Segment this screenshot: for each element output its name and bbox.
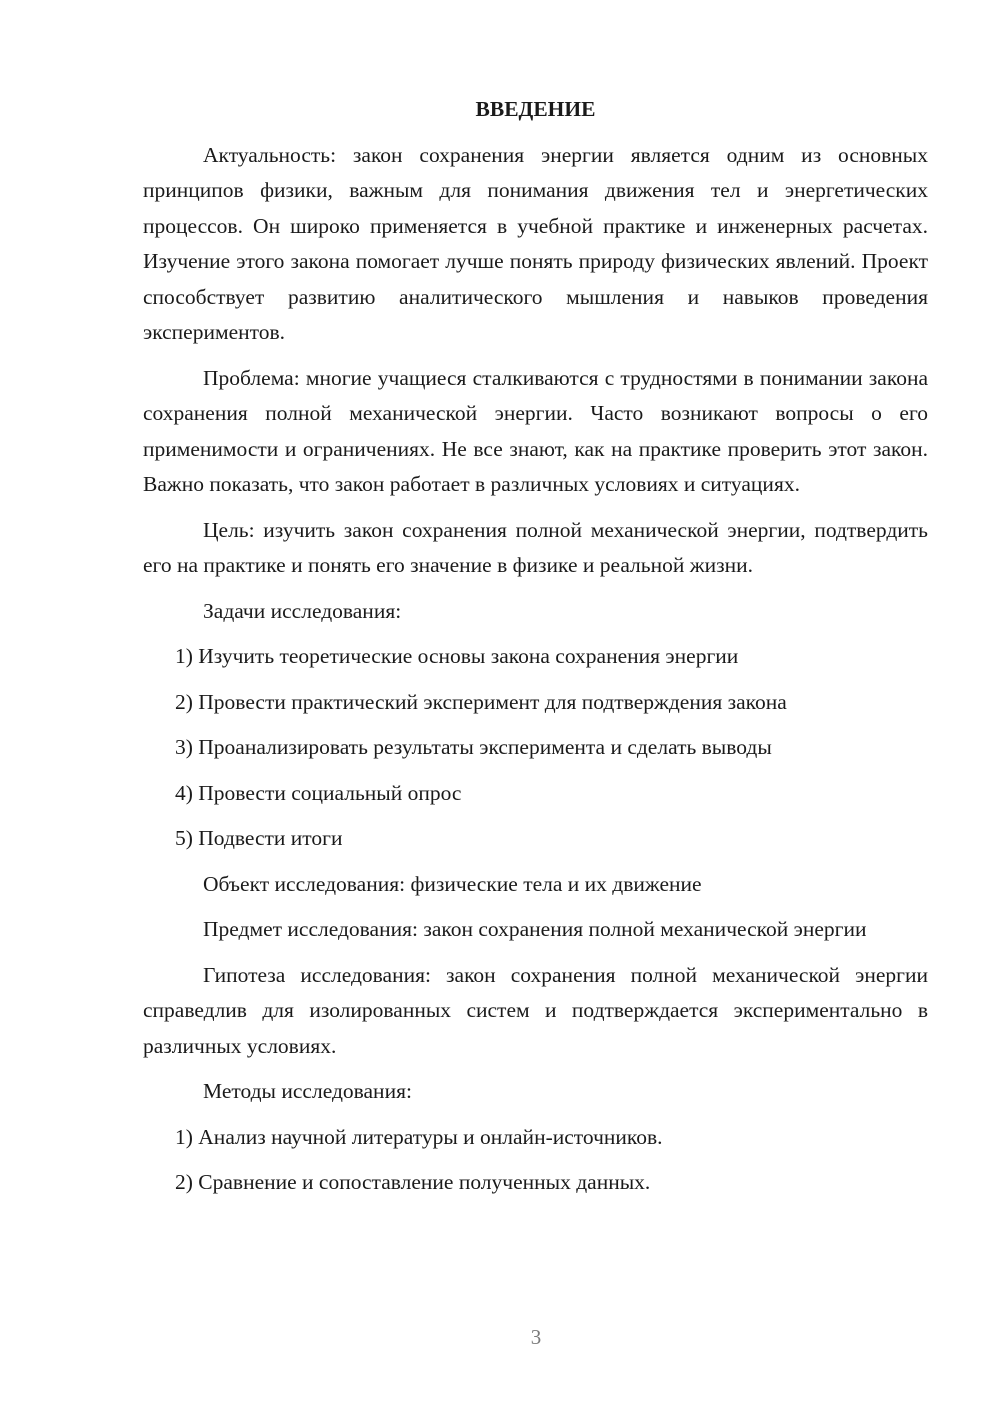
method-item: 2) Сравнение и сопоставление полученных данных.	[175, 1170, 651, 1194]
method-item: 1) Анализ научной литературы и онлайн-источников.	[175, 1124, 663, 1149]
methods-heading: Методы исследования:	[203, 1079, 412, 1103]
page-title: ВВЕДЕНИЕ	[475, 97, 596, 121]
methods-list	[143, 1120, 928, 1201]
problem-paragraph: Проблема: многие учащиеся сталкиваются с трудностями в понимании закона сохранения полной механической энергии. Часто возникают вопросы о его применимости и ограничениях. Не все знают, как на практике проверить этот закон. Важно показать, что закон работает в различных условиях и ситуациях.	[143, 365, 928, 496]
task-item: 4) Провести социальный опрос	[175, 780, 462, 805]
task-item: 5) Подвести итоги	[175, 826, 343, 850]
research-object: Объект исследования: физические тела и их движение	[203, 871, 702, 896]
task-item: 3) Проанализировать результаты эксперимента и сделать выводы	[175, 735, 772, 759]
goal-paragraph: Цель: изучить закон сохранения полной механической энергии, подтвердить его на практике и понять его значение в физике и реальной жизни.	[143, 517, 928, 577]
tasks-heading: Задачи исследования:	[203, 598, 402, 623]
research-subject: Предмет исследования: закон сохранения полной механической энергии	[203, 917, 867, 941]
research-hypothesis: Гипотеза исследования: закон сохранения полной механической энергии справедлив для изолированных систем и подтверждается экспериментально в различных условиях.	[143, 962, 928, 1058]
tasks-list	[143, 639, 928, 857]
task-item: 2) Провести практический эксперимент для подтверждения закона	[175, 689, 787, 714]
page-number: 3	[530, 1325, 542, 1349]
document-page	[143, 92, 928, 1211]
task-item: 1) Изучить теоретические основы закона сохранения энергии	[175, 644, 739, 668]
relevance-paragraph: Актуальность: закон сохранения энергии является одним из основных принципов физики, важным для понимания движения тел и энергетических процессов. Он широко применяется в учебной практике и инженерных расчетах. Изучение этого закона помогает лучше понять природу физических явлений. Проект способствует развитию аналитического мышления и навыков проведения экспериментов.	[143, 142, 928, 344]
